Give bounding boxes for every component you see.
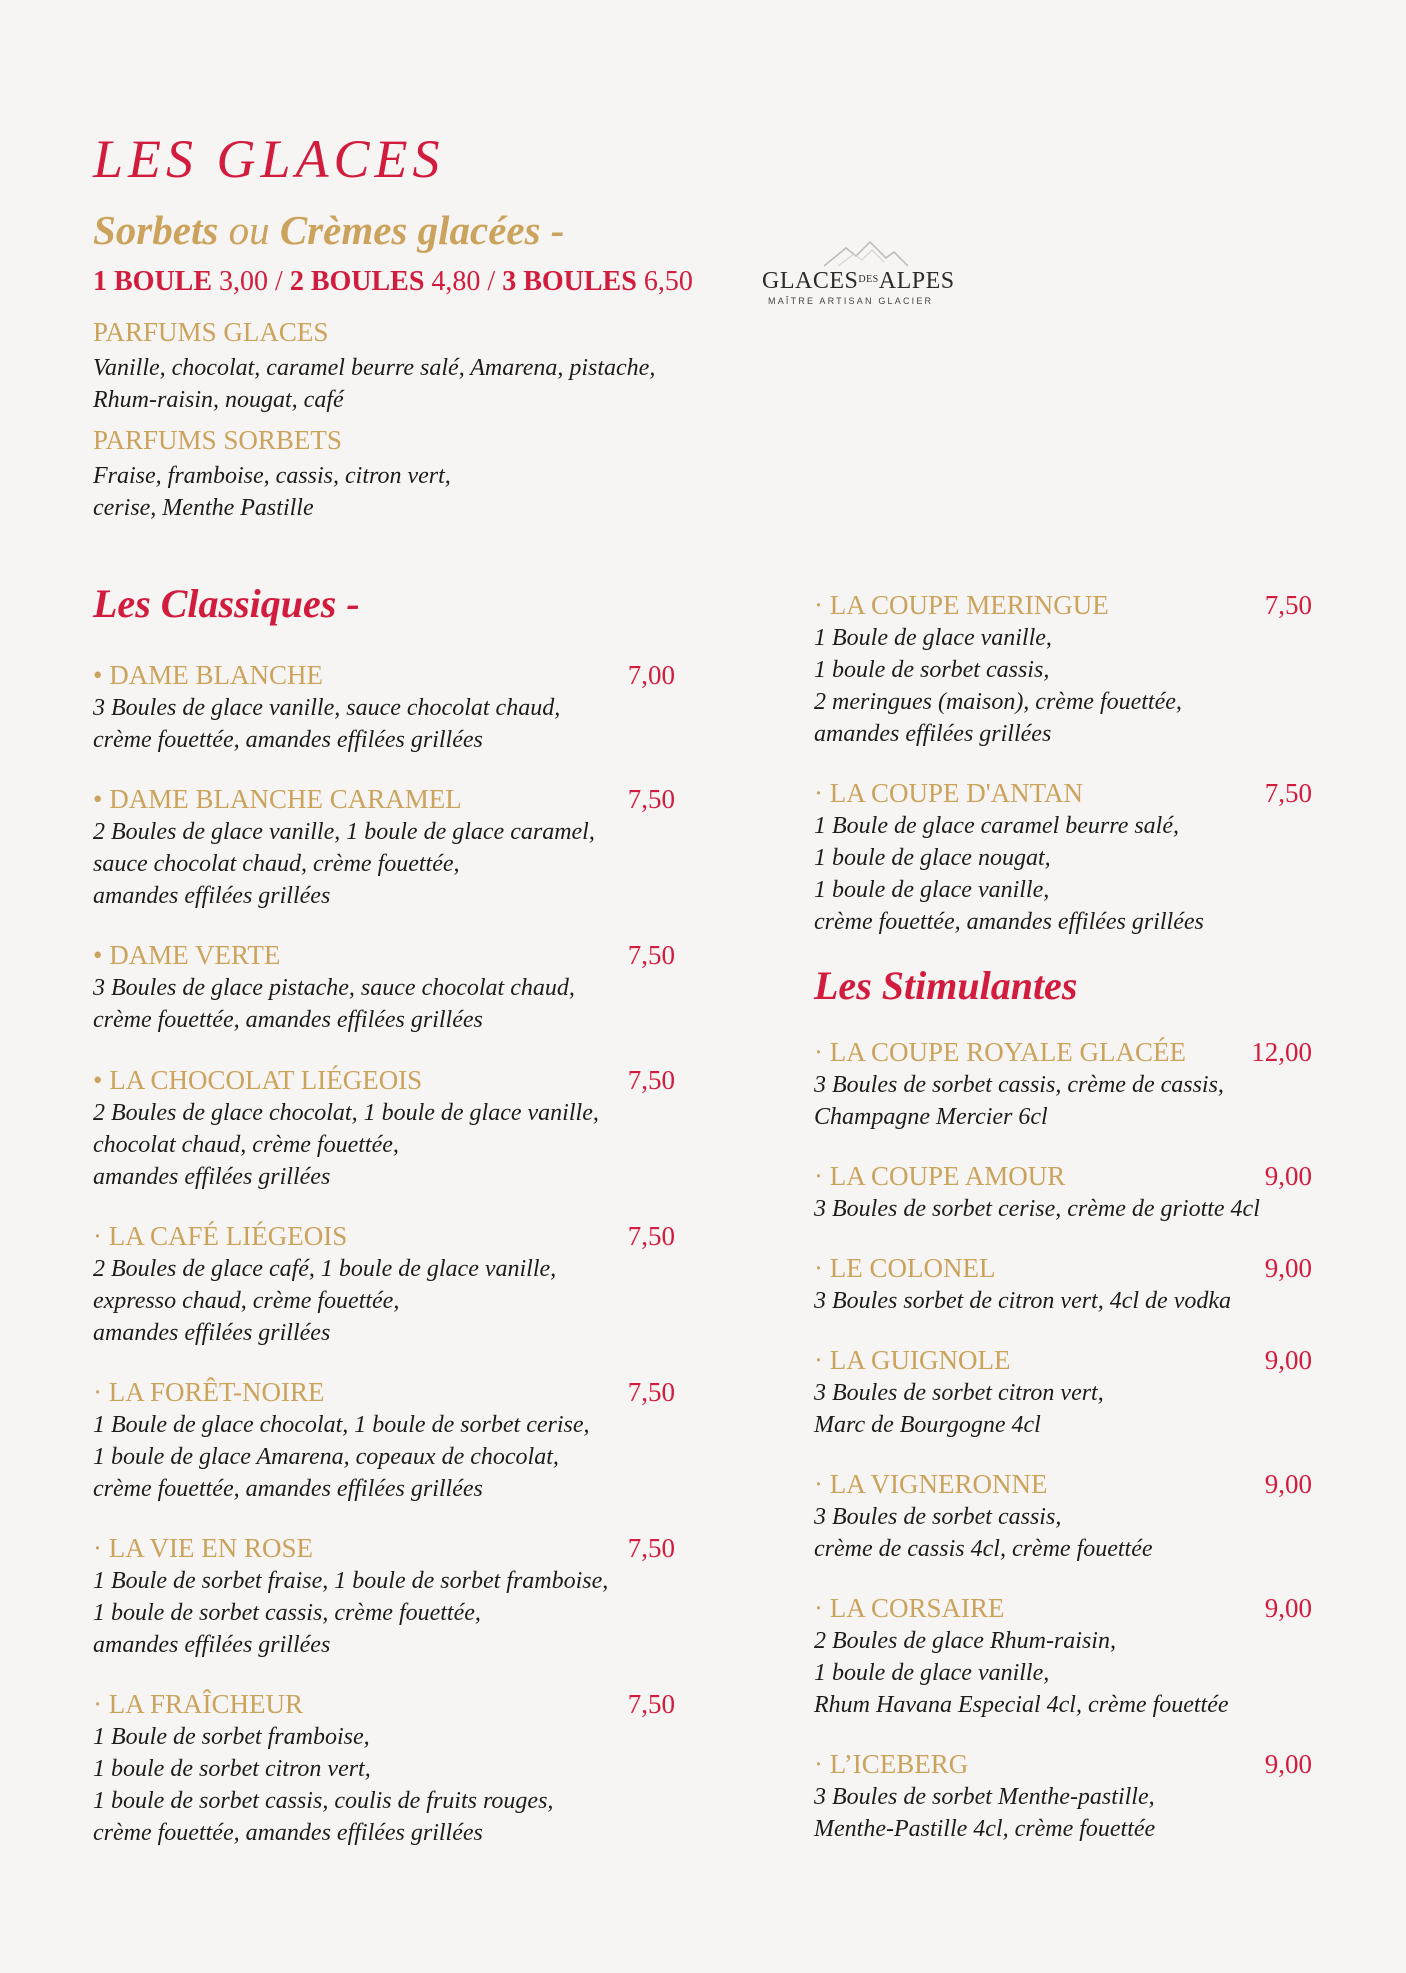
- logo-word-alpes: ALPES: [878, 268, 955, 294]
- item-price: 7,50: [627, 940, 675, 970]
- item-description: 3 Boules de sorbet cerise, crème de griotte 4cl: [814, 1196, 1260, 1222]
- subtitle-ou: ou: [218, 207, 280, 253]
- item-name: • DAME BLANCHE CARAMEL: [93, 784, 462, 814]
- flavors-glaces-heading: PARFUMS GLACES: [93, 317, 329, 347]
- scoop-prices: [93, 266, 693, 298]
- item-description: 2 Boules de glace vanille, 1 boule de glace caramel, sauce chocolat chaud, crème fouettée, amandes effilées grillées: [93, 819, 595, 909]
- item-price: 12,00: [1251, 1037, 1312, 1067]
- item-name: · L’ICEBERG: [814, 1749, 969, 1779]
- item-description: 3 Boules de sorbet Menthe-pastille, Menthe-Pastille 4cl, crème fouettée: [814, 1784, 1156, 1842]
- item-price: 7,50: [627, 1221, 675, 1251]
- item-price: 9,00: [1264, 1253, 1312, 1283]
- item-price: 7,50: [1264, 778, 1312, 808]
- price-value-1: 3,00: [219, 266, 269, 297]
- item-description: 1 Boule de glace vanille, 1 boule de sorbet cassis, 2 meringues (maison), crème fouettée, amandes effilées grillées: [814, 625, 1182, 747]
- item-price: 9,00: [1264, 1593, 1312, 1623]
- page-title: LES GLACES: [93, 129, 445, 189]
- item-name: · LA COUPE D'ANTAN: [814, 778, 1083, 808]
- item-price: 9,00: [1264, 1161, 1312, 1191]
- logo-word-des: DES: [858, 274, 879, 285]
- flavors-glaces-text: Vanille, chocolat, caramel beurre salé, Amarena, pistache, Rhum-raisin, nougat, café: [93, 355, 656, 413]
- classiques-heading: Les Classiques -: [93, 581, 360, 626]
- subtitle: [93, 206, 564, 254]
- item-name: • DAME VERTE: [93, 940, 281, 970]
- logo-wordmark: [762, 268, 955, 295]
- price-value-3: 6,50: [643, 266, 693, 297]
- item-name: · LA VIE EN ROSE: [93, 1533, 313, 1563]
- price-label-1: 1 BOULE: [93, 266, 213, 297]
- stimulantes-heading: Les Stimulantes: [814, 963, 1078, 1008]
- item-price: 7,50: [1264, 590, 1312, 620]
- item-name: · LA COUPE AMOUR: [814, 1161, 1066, 1191]
- item-description: 3 Boules de sorbet cassis, crème de cassis 4cl, crème fouettée: [814, 1504, 1153, 1562]
- item-name: • LA CHOCOLAT LIÉGEOIS: [93, 1065, 423, 1095]
- flavors-sorbets-text: Fraise, framboise, cassis, citron vert, cerise, Menthe Pastille: [93, 463, 451, 521]
- item-price: 9,00: [1264, 1345, 1312, 1375]
- price-label-2: 2 BOULES: [289, 266, 425, 297]
- item-description: 1 Boule de sorbet fraise, 1 boule de sorbet framboise, 1 boule de sorbet cassis, crème fouettée, amandes effilées grillées: [93, 1568, 609, 1658]
- glaces-des-alpes-logo: [762, 240, 967, 310]
- price-sep-2: /: [480, 266, 503, 297]
- subtitle-sorbets: Sorbets: [93, 207, 219, 253]
- item-description: 2 Boules de glace café, 1 boule de glace vanille, expresso chaud, crème fouettée, amandes effilées grillées: [93, 1256, 557, 1346]
- item-price: 7,50: [627, 784, 675, 814]
- item-name: · LA FORÊT-NOIRE: [93, 1377, 325, 1407]
- item-price: 9,00: [1264, 1469, 1312, 1499]
- item-description: 2 Boules de glace chocolat, 1 boule de glace vanille, chocolat chaud, crème fouettée, amandes effilées grillées: [93, 1100, 599, 1190]
- item-description: 1 Boule de sorbet framboise, 1 boule de sorbet citron vert, 1 boule de sorbet cassis, coulis de fruits rouges, crème fouettée, amandes effilées grillées: [93, 1724, 554, 1846]
- logo-word-glaces: GLACES: [762, 268, 859, 294]
- item-description: 3 Boules de sorbet citron vert, Marc de Bourgogne 4cl: [814, 1380, 1104, 1438]
- mountain-icon: [824, 240, 908, 268]
- item-description: 3 Boules de glace pistache, sauce chocolat chaud, crème fouettée, amandes effilées grillées: [93, 975, 575, 1033]
- price-label-3: 3 BOULES: [502, 266, 637, 297]
- item-price: 7,00: [627, 660, 675, 690]
- item-name: · LA COUPE ROYALE GLACÉE: [814, 1037, 1186, 1067]
- item-description: 1 Boule de glace caramel beurre salé, 1 boule de glace nougat, 1 boule de glace vanille, crème fouettée, amandes effilées grillées: [814, 813, 1204, 935]
- item-name: · LA GUIGNOLE: [814, 1345, 1011, 1375]
- item-name: · LA VIGNERONNE: [814, 1469, 1048, 1499]
- logo-tagline: MAÎTRE ARTISAN GLACIER: [768, 296, 934, 306]
- item-price: 7,50: [627, 1377, 675, 1407]
- item-description: 3 Boules de sorbet cassis, crème de cassis, Champagne Mercier 6cl: [814, 1072, 1224, 1130]
- price-value-2: 4,80: [431, 266, 481, 297]
- subtitle-cremes: Crèmes glacées -: [279, 207, 565, 253]
- item-price: 7,50: [627, 1689, 675, 1719]
- item-description: 3 Boules de glace vanille, sauce chocolat chaud, crème fouettée, amandes effilées grillées: [93, 695, 561, 753]
- item-name: · LE COLONEL: [814, 1253, 996, 1283]
- item-name: · LA CAFÉ LIÉGEOIS: [93, 1221, 348, 1251]
- item-description: 3 Boules sorbet de citron vert, 4cl de vodka: [814, 1288, 1231, 1314]
- item-price: 7,50: [627, 1065, 675, 1095]
- item-price: 7,50: [627, 1533, 675, 1563]
- item-name: · LA COUPE MERINGUE: [814, 590, 1109, 620]
- item-description: 2 Boules de glace Rhum-raisin, 1 boule de glace vanille, Rhum Havana Especial 4cl, crème fouettée: [814, 1628, 1229, 1718]
- item-price: 9,00: [1264, 1749, 1312, 1779]
- item-name: · LA CORSAIRE: [814, 1593, 1005, 1623]
- item-name: · LA FRAÎCHEUR: [93, 1689, 304, 1719]
- item-description: 1 Boule de glace chocolat, 1 boule de sorbet cerise, 1 boule de glace Amarena, copeaux de chocolat, crème fouettée, amandes effilées grillées: [93, 1412, 590, 1502]
- flavors-sorbets-heading: PARFUMS SORBETS: [93, 425, 342, 455]
- item-name: • DAME BLANCHE: [93, 660, 323, 690]
- price-sep-1: /: [268, 266, 290, 297]
